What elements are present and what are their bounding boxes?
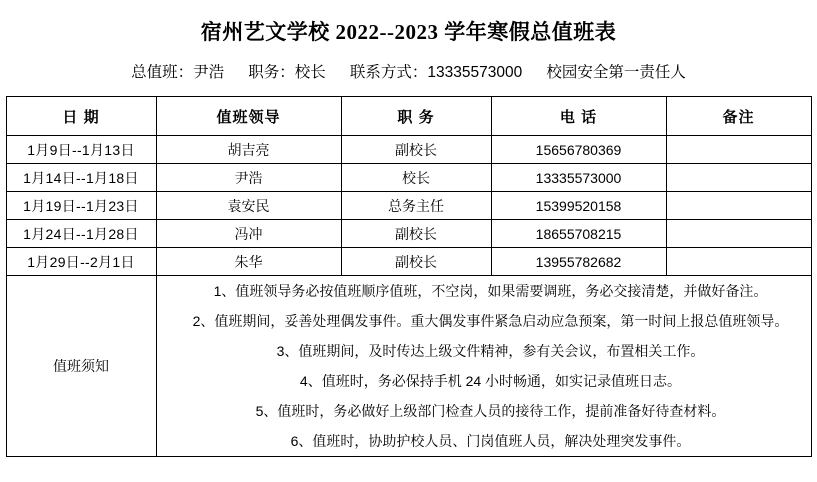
responsibility-label: 校园安全第一责任人: [546, 64, 686, 81]
cell-date: 1月9日--1月13日: [6, 136, 156, 164]
column-header-post: 职 务: [341, 97, 491, 136]
cell-phone: 15656780369: [491, 136, 666, 164]
cell-date: 1月29日--2月1日: [6, 248, 156, 276]
table-row: [6, 220, 811, 248]
notice-item: 4、值班时，务必保持手机 24 小时畅通，如实记录值班日志。: [299, 373, 682, 389]
cell-leader: 冯冲: [156, 220, 341, 248]
cell-date: 1月24日--1月28日: [6, 220, 156, 248]
notice-item: 2、值班期间，妥善处理偶发事件。重大偶发事件紧急启动应急预案，第一时间上报总值班领导。: [192, 313, 789, 329]
cell-leader: 胡吉亮: [156, 136, 341, 164]
notice-item: 5、值班时，务必做好上级部门检查人员的接待工作，提前准备好待查材料。: [255, 403, 726, 419]
document-subtitle: [0, 46, 817, 96]
notice-item: 1、值班领导务必按值班顺序值班，不空岗，如果需要调班，务必交接清楚，并做好备注。: [213, 283, 768, 299]
cell-phone: 18655708215: [491, 220, 666, 248]
notice-label: 值班须知: [6, 276, 156, 457]
cell-post: 副校长: [341, 248, 491, 276]
cell-leader: 袁安民: [156, 192, 341, 220]
cell-remark: [666, 136, 811, 164]
notice-item: 3、值班期间，及时传达上级文件精神，参有关会议，布置相关工作。: [276, 343, 705, 359]
post-label: 职务：校长: [248, 64, 326, 81]
cell-remark: [666, 220, 811, 248]
notice-body: [156, 276, 811, 457]
table-row: [6, 248, 811, 276]
cell-post: 副校长: [341, 136, 491, 164]
cell-post: 总务主任: [341, 192, 491, 220]
subtitle-gap-3: [527, 64, 543, 81]
cell-post: 校长: [341, 164, 491, 192]
cell-phone: 13335573000: [491, 164, 666, 192]
table-row: [6, 192, 811, 220]
cell-phone: 15399520158: [491, 192, 666, 220]
table-body: [6, 136, 811, 457]
cell-phone: 13955782682: [491, 248, 666, 276]
subtitle-gap-2: [330, 64, 346, 81]
cell-date: 1月19日--1月23日: [6, 192, 156, 220]
chief-duty-label: 总值班：尹浩: [131, 64, 225, 81]
cell-date: 1月14日--1月18日: [6, 164, 156, 192]
duty-schedule-table: [6, 96, 812, 457]
table-header: [6, 97, 811, 136]
contact-label: 联系方式：13335573000: [349, 64, 523, 81]
notice-item: 6、值班时，协助护校人员、门岗值班人员，解决处理突发事件。: [290, 433, 691, 449]
page-title: 宿州艺文学校 2022--2023 学年寒假总值班表: [200, 20, 617, 44]
cell-remark: [666, 164, 811, 192]
table-row: [6, 136, 811, 164]
cell-post: 副校长: [341, 220, 491, 248]
column-header-date: 日 期: [6, 97, 156, 136]
cell-remark: [666, 192, 811, 220]
cell-remark: [666, 248, 811, 276]
column-header-phone: 电 话: [491, 97, 666, 136]
column-header-remark: 备注: [666, 97, 811, 136]
subtitle-gap-1: [228, 64, 244, 81]
cell-leader: 尹浩: [156, 164, 341, 192]
column-header-leader: 值班领导: [156, 97, 341, 136]
cell-leader: 朱华: [156, 248, 341, 276]
notice-list: [157, 276, 811, 456]
notice-row: [6, 276, 811, 457]
table-row: [6, 164, 811, 192]
table-header-row: [6, 97, 811, 136]
